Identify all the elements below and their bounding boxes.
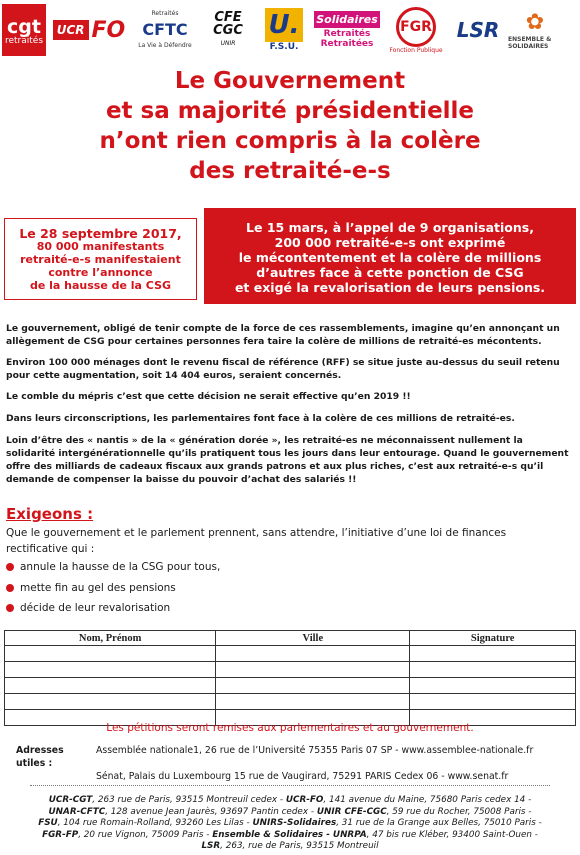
fo-logo-text: FO (91, 17, 126, 43)
paragraph-4: Dans leurs circonscriptions, les parlementaires font face à la colère de ces millions de retraité-es. (6, 413, 515, 424)
address-row (16, 770, 576, 783)
september-box-line-2: 80 000 manifestants (36, 240, 165, 253)
cftc-logo-tagline: La Vie à Défendre (138, 42, 192, 49)
footer-line (0, 807, 580, 819)
ensemble-solidaires-logo (508, 4, 562, 56)
name-cell[interactable] (5, 662, 216, 678)
solidaires-logo (314, 4, 380, 56)
footer-line (0, 795, 580, 807)
footer-org: UNAR-CFTC (48, 806, 106, 817)
footer-addr: , 47 bis rue Kléber, 93400 Saint-Ouen - (366, 829, 538, 840)
fgr-logo-name: FGR (396, 7, 436, 47)
page-title (0, 66, 580, 186)
demand-text: décide de leur revalorisation (20, 602, 171, 614)
ensemble-logo-name: ENSEMBLE & SOLIDAIRES (508, 36, 552, 50)
city-cell[interactable] (216, 662, 410, 678)
footer-line (0, 818, 580, 830)
footer-line (0, 830, 580, 842)
footer-addr: , 104 rue Romain-Rolland, 93260 Les Lilas - (57, 818, 253, 828)
header-city: Ville (216, 631, 410, 646)
lsr-logo (452, 4, 504, 56)
address-row (16, 744, 576, 770)
september-box-line-5: de la hausse de la CSG (29, 279, 172, 292)
fsu-logo (258, 4, 310, 56)
footer-org: Ensemble & Solidaires - UNRPA (212, 829, 367, 840)
divider (30, 785, 550, 786)
lsr-logo-name: LSR (456, 18, 500, 42)
footer-org: FGR-FP (42, 829, 79, 840)
name-cell[interactable] (5, 694, 216, 710)
signature-cell[interactable] (410, 646, 576, 662)
signature-cell[interactable] (410, 678, 576, 694)
bullet-icon (6, 563, 14, 571)
march-box-line-2: 200 000 retraité-e-s ont exprimé (274, 235, 506, 250)
logo-bar (2, 2, 578, 58)
cfe-cgc-logo (202, 4, 254, 56)
solidaires-logo-name: Solidaires (314, 11, 380, 28)
march-box-line-3: le mécontentement et la colère de millions (238, 250, 542, 265)
cftc-logo (132, 4, 198, 56)
addresses-label: Adresses utiles : (16, 745, 64, 769)
september-box-line-1: Le 28 septembre 2017, (19, 226, 182, 241)
useful-addresses (16, 744, 576, 783)
city-cell[interactable] (216, 678, 410, 694)
table-row (5, 646, 576, 662)
cfe-logo-line1: CFE (214, 9, 242, 25)
signature-cell[interactable] (410, 662, 576, 678)
bullet-icon (6, 584, 14, 592)
demand-item (6, 602, 170, 614)
table-row (5, 694, 576, 710)
city-cell[interactable] (216, 694, 410, 710)
cgt-logo (2, 4, 46, 56)
footer-organizations (0, 795, 580, 853)
signature-table (4, 630, 576, 726)
ucr-fo-logo (50, 4, 128, 56)
signature-cell[interactable] (410, 694, 576, 710)
footer-org: UCR-CGT (48, 795, 93, 805)
footer-addr: , 263, rue de Paris, 93515 Montreuil (220, 841, 379, 851)
exigeons-intro: Que le gouvernement et le parlement prennent, sans attendre, l’initiative d’une loi de finances rectificative qui : (6, 527, 507, 555)
petition-note: Les pétitions seront remises aux parlementaires et au gouvernement. (106, 722, 474, 734)
footer-org: UCR-FO (285, 795, 324, 805)
footer-org: UNIR CFE-CGC (316, 806, 387, 817)
september-box-line-3: retraité-e-s manifestaient (20, 253, 181, 266)
ucr-logo-text: UCR (53, 20, 89, 40)
table-row (5, 678, 576, 694)
paragraph-5: Loin d’être des « nantis » de la « génération dorée », les retraité-es ne méconnaissent nullement la solidarité intergénérationnelle qu’ils pratiquent tous les jours dans leur entourage. Quand le gouvernement offre des milliards de cadeaux fiscaux aux grands patrons et aux plus riches, c’est aux retraité-e-s qu’il demande de compenser la baisse du pouvoir d’achat des salariés !! (6, 435, 569, 485)
name-cell[interactable] (5, 646, 216, 662)
bullet-icon (6, 604, 14, 612)
demand-item (6, 561, 220, 573)
footer-line (0, 841, 580, 853)
demand-item (6, 582, 176, 594)
cftc-logo-name: CFTC (142, 20, 188, 39)
paragraph-2: Environ 100 000 ménages dont le revenu fiscal de référence (RFF) se situe juste au-dessus du seuil retenu pour cette augmentation, soit 14 404 euros, seraient concernés. (6, 357, 560, 381)
footer-addr: , 20 rue Vignon, 75009 Paris - (78, 829, 213, 840)
cftc-logo-top: Retraités (151, 10, 179, 17)
header-signature: Signature (410, 631, 576, 646)
title-line-1: Le Gouvernement (174, 68, 406, 94)
footer-addr: , 141 avenue du Maine, 75680 Paris cedex 14 - (323, 795, 532, 805)
footer-addr: , 128 avenue Jean Jaurès, 93697 Pantin cedex - (105, 806, 317, 817)
demand-text: mette fin au gel des pensions (20, 582, 176, 594)
footer-org: LSR (201, 841, 221, 851)
fgr-logo-sub: Fonction Publique (389, 46, 443, 54)
senat-address: Sénat, Palais du Luxembourg 15 rue de Vaugirard, 75291 PARIS Cedex 06 - www.senat.fr (96, 771, 509, 782)
paragraph-1: Le gouvernement, obligé de tenir compte de la force de ces rassemblements, imagine qu’en annonçant un allègement de CSG pour certaines personnes fera taire la colère de millions de retraité-es mécontents. (6, 323, 560, 347)
footer-org: UNIRS-Solidaires (252, 818, 337, 828)
footer-addr: , 31 rue de la Grange aux Belles, 75010 Paris - (336, 818, 542, 828)
cfe-logo-line2: CGC (213, 22, 243, 38)
exigeons-heading: Exigeons : (6, 505, 94, 523)
march-box (204, 208, 576, 304)
footer-addr: , 263 rue de Paris, 93515 Montreuil cedex - (92, 795, 286, 805)
march-box-line-1: Le 15 mars, à l’appel de 9 organisations, (246, 220, 534, 235)
september-box (4, 218, 197, 300)
footer-addr: , 59 rue du Rocher, 75008 Paris - (386, 806, 532, 817)
cgt-logo-name: cgt (7, 16, 41, 38)
fsu-logo-letter: U. (265, 8, 303, 42)
table-row (5, 662, 576, 678)
title-line-2: et sa majorité présidentielle (105, 98, 475, 124)
fgr-fp-logo (384, 4, 448, 56)
fsu-logo-name: F.S.U. (269, 42, 299, 52)
table-header-row (5, 631, 576, 646)
name-cell[interactable] (5, 678, 216, 694)
september-box-line-4: contre l’annonce (48, 266, 153, 279)
assemblee-address: Assemblée nationale1, 26 rue de l’Université 75355 Paris 07 SP - www.assemblee-nationale.fr (96, 745, 534, 756)
header-name: Nom, Prénom (5, 631, 216, 646)
march-box-line-4: d’autres face à cette ponction de CSG (256, 265, 524, 280)
title-line-4: des retraité-e-s (189, 158, 391, 184)
solidaires-logo-sub: Retraités Retraitées (320, 29, 374, 49)
demand-text: annule la hausse de la CSG pour tous, (20, 561, 221, 573)
march-box-line-5: et exigé la revalorisation de leurs pensions. (234, 280, 546, 295)
cgt-logo-sub: retraités (4, 36, 44, 46)
city-cell[interactable] (216, 646, 410, 662)
footer-org: FSU (38, 818, 58, 828)
flower-icon: ✿ (525, 10, 545, 35)
paragraph-3: Le comble du mépris c’est que cette décision ne serait effective qu’en 2019 !! (6, 391, 411, 402)
title-line-3: n’ont rien compris à la colère (99, 128, 481, 154)
cfe-logo-sub: UNIR (220, 39, 236, 47)
